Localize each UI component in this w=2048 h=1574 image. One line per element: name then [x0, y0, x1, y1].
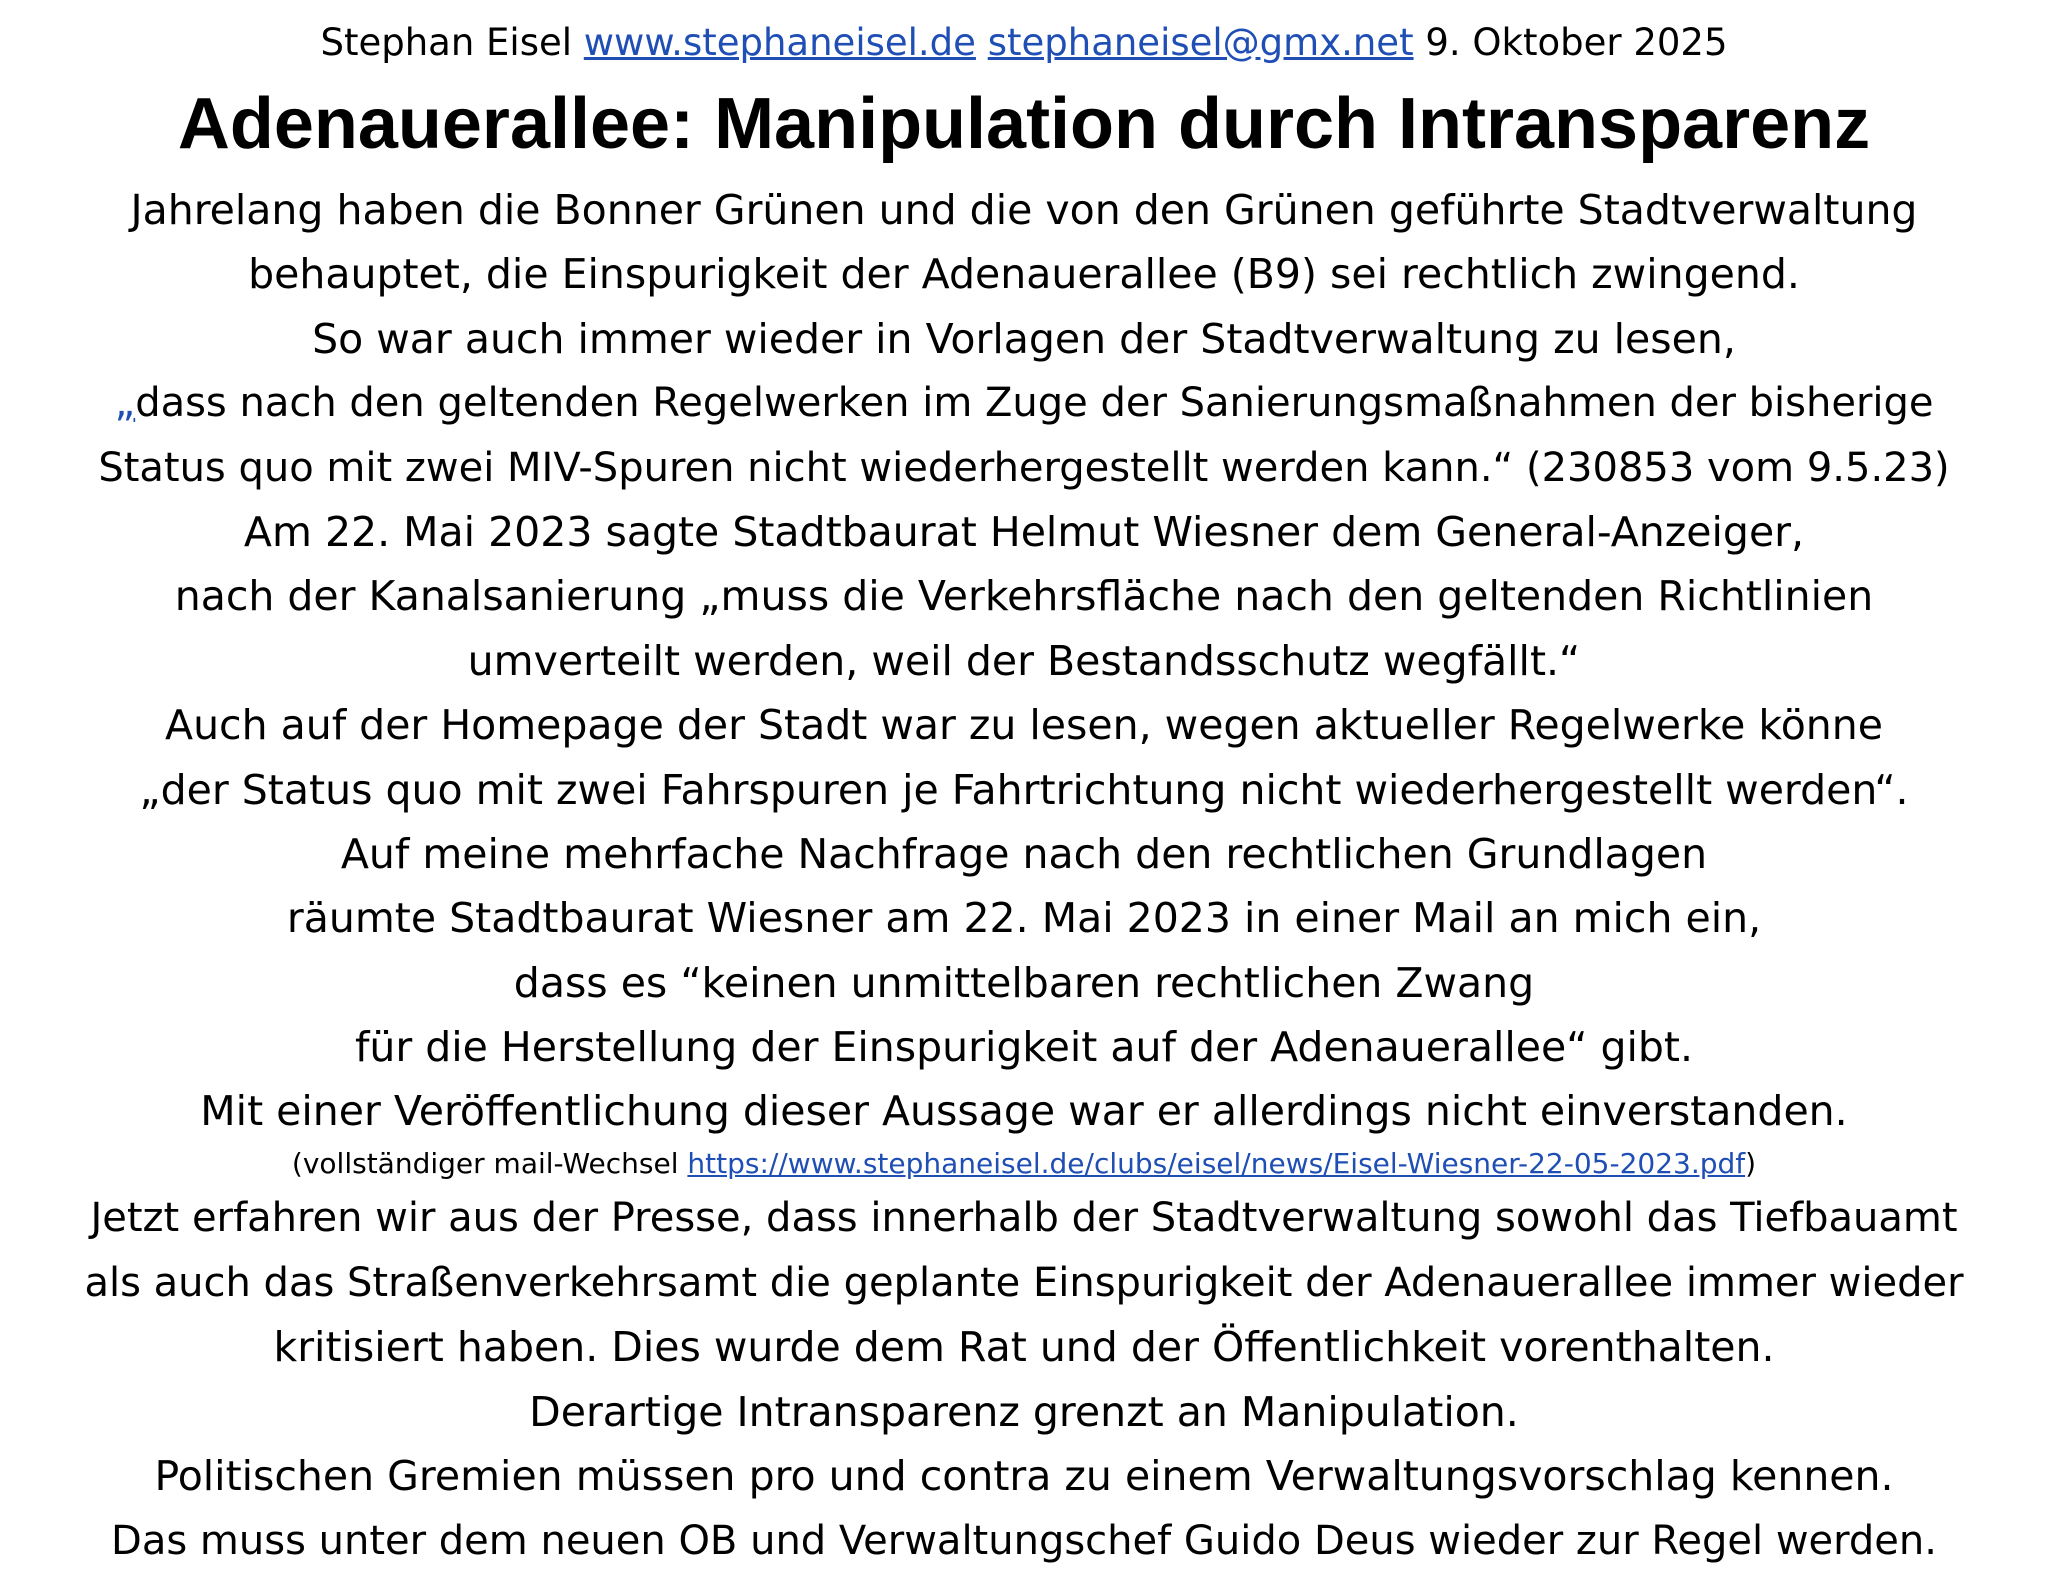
quote-mark-link[interactable]: „	[114, 380, 136, 427]
body-line-14: für die Herstellung der Einspurigkeit auf der Adenauerallee“ gibt.	[354, 1023, 1694, 1072]
body-line-15: Mit einer Veröffentlichung dieser Aussage war er allerdings nicht einverstanden.	[200, 1087, 1848, 1136]
lower-line-5: Politischen Gremien müssen pro und contra zu einem Verwaltungsvorschlag kennen.	[154, 1452, 1894, 1501]
header-line	[0, 22, 2048, 64]
lower-line-4: Derartige Intransparenz grenzt an Manipulation.	[529, 1387, 1519, 1436]
email-link[interactable]: stephaneisel@gmx.net	[987, 21, 1414, 64]
page-title: Adenauerallee: Manipulation durch Intransparenz	[177, 84, 1871, 164]
body-line-2: behauptet, die Einspurigkeit der Adenauerallee (B9) sei rechtlich zwingend.	[248, 250, 1800, 299]
body-line-7: nach der Kanalsanierung „muss die Verkehrsfläche nach den geltenden Richtlinien	[174, 572, 1874, 621]
body-line-10: „der Status quo mit zwei Fahrspuren je Fahrtrichtung nicht wiederhergestellt werden“.	[139, 765, 1909, 814]
conclusion-text	[0, 1186, 2048, 1574]
website-link[interactable]: www.stephaneisel.de	[583, 21, 976, 64]
body-line-5: Status quo mit zwei MIV-Spuren nicht wiederhergestellt werden kann.“ (230853 vom 9.5.23)	[98, 444, 1950, 491]
lower-line-6: Das muss unter dem neuen OB und Verwaltungschef Guido Deus wieder zur Regel werden.	[111, 1517, 1937, 1564]
lower-line-2: als auch das Straßenverkehrsamt die geplante Einspurigkeit der Adenauerallee immer wieder	[84, 1259, 1964, 1306]
body-line-3: So war auch immer wieder in Vorlagen der Stadtverwaltung zu lesen,	[312, 314, 1736, 363]
body-line-11: Auf meine mehrfache Nachfrage nach den rechtlichen Grundlagen	[340, 829, 1708, 878]
body-text	[0, 178, 2048, 1184]
body-line-8: umverteilt werden, weil der Bestandsschutz wegfällt.“	[467, 636, 1581, 685]
body-line-13: dass es “keinen unmittelbaren rechtlichen Zwang	[513, 958, 1535, 1007]
body-line-4	[0, 371, 2048, 435]
source-pdf-link[interactable]: https://www.stephaneisel.de/clubs/eisel/news/Eisel-Wiesner-22-05-2023.pdf	[687, 1146, 1746, 1180]
body-line-9: Auch auf der Homepage der Stadt war zu lesen, wegen aktueller Regelwerke könne	[165, 701, 1883, 750]
body-line-1: Jahrelang haben die Bonner Grünen und die von den Grünen geführte Stadtverwaltung	[130, 186, 1918, 234]
lower-line-1: Jetzt erfahren wir aus der Presse, dass innerhalb der Stadtverwaltung sowohl das Tiefbauamt	[90, 1195, 1958, 1241]
source-prefix: (vollständiger mail-Wechsel	[291, 1146, 688, 1180]
body-line-12: räumte Stadtbaurat Wiesner am 22. Mai 2023 in einer Mail an mich ein,	[286, 894, 1762, 943]
body-line-4-text: dass nach den geltenden Regelwerken im Zuge der Sanierungsmaßnahmen der bisherige	[135, 380, 1934, 427]
date: 9. Oktober 2025	[1425, 21, 1728, 64]
source-suffix: )	[1745, 1146, 1757, 1180]
author-name: Stephan Eisel	[320, 21, 573, 64]
body-line-6: Am 22. Mai 2023 sagte Stadtbaurat Helmut Wiesner dem General-Anzeiger,	[243, 507, 1805, 556]
source-note	[0, 1144, 2048, 1184]
lower-line-3: kritisiert haben. Dies wurde dem Rat und der Öffentlichkeit vorenthalten.	[273, 1323, 1775, 1372]
